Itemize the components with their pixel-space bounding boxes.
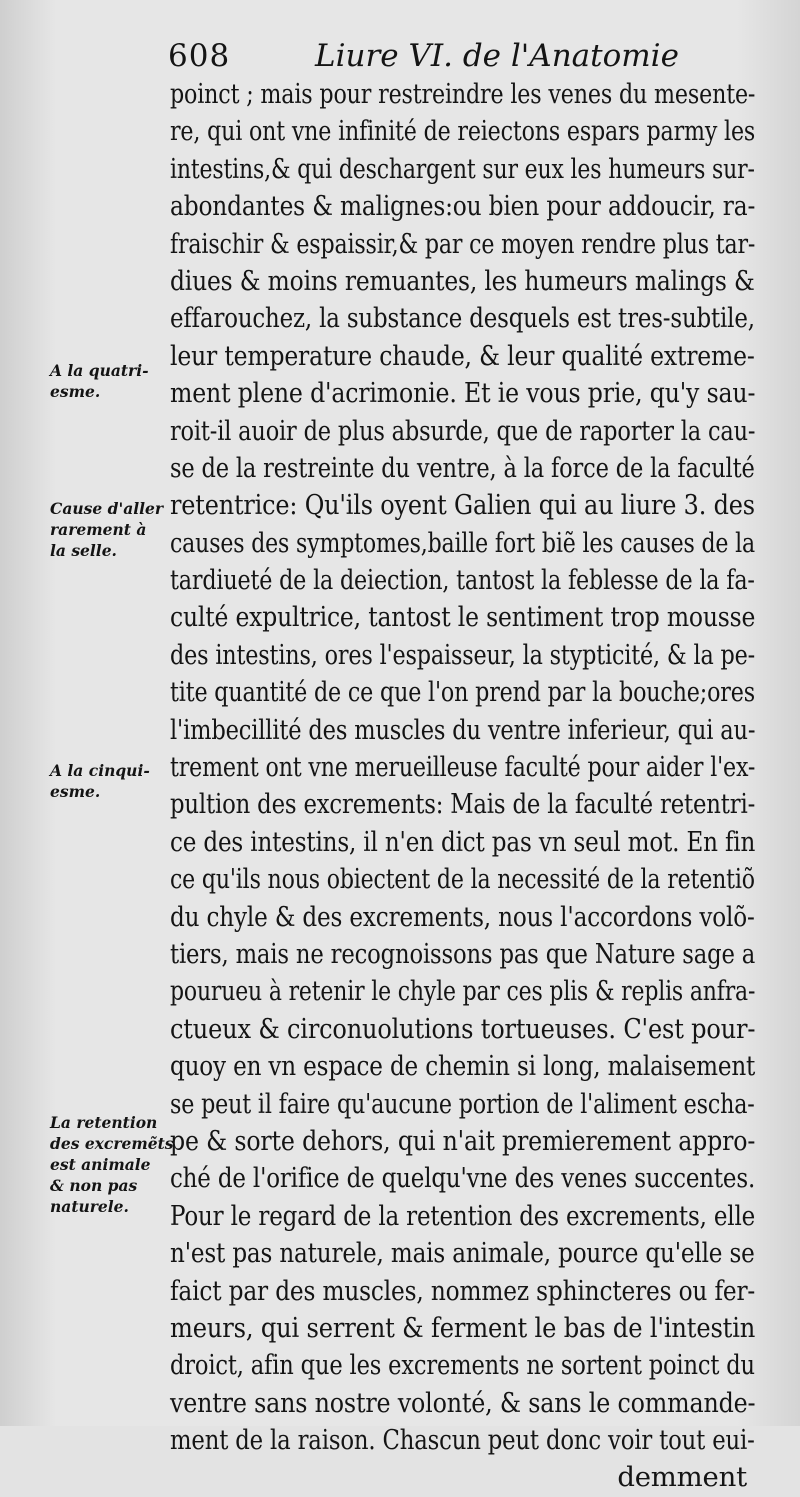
text-line: des intestins, ores l'espaisseur, la stypticité, & la pe- [170,638,755,671]
text-line: ment de la raison. Chascun peut donc voir tout eui- [170,1424,755,1457]
text-line: n'est pas naturele, mais animale, pource qu'elle se [170,1237,755,1270]
text-line: pourueu à retenir le chyle par ces plis & replis anfra- [170,975,756,1008]
text-line: trement ont vne merueilleuse faculté pour aider l'ex- [170,751,756,784]
text-line: ment plene d'acrimonie. Et ie vous prie, qu'y sau- [170,377,756,410]
text-line: effarouchez, la substance desquels est tres-subtile, [170,302,755,335]
margin-note-line: rarement à [50,520,147,539]
margin-note-line: naturele. [50,1197,129,1216]
text-line: tite quantité de ce que l'on prend par la bouche;ores [170,676,755,709]
running-title: Liure VI. de l'Anatomie [315,38,679,74]
text-line: culté expultrice, tantost le sentiment trop mousse [170,601,756,634]
text-line: se de la restreinte du ventre, à la force de la faculté [170,451,755,484]
text-line: droict, afin que les excrements ne sortent poinct du [170,1349,755,1382]
text-line: tardiueté de la deiection, tantost la feblesse de la fa- [170,564,755,597]
margin-note-line: des excremẽts [50,1134,174,1153]
text-line: re, qui ont vne infinité de reiectons espars parmy les [170,115,756,148]
margin-note-cinquiesme [50,760,150,802]
text-line: poinct ; mais pour restreindre les venes du mesente- [170,78,756,110]
page-number: 608 [168,38,231,74]
text-line: causes des symptomes,baille fort biẽ les causes de la [170,526,756,559]
margin-note-line: esme. [50,382,101,401]
text-line: l'imbecillité des muscles du ventre inferieur, qui au- [170,713,756,746]
text-line: diues & moins remuantes, les humeurs malings & [170,264,755,297]
text-line: quoy en vn espace de chemin si long, malaisement [170,1050,756,1083]
text-line: se peut il faire qu'aucune portion de l'aliment escha- [170,1087,755,1120]
margin-note-line: Cause d'aller [50,499,164,518]
body-text [170,76,755,1497]
margin-note-line: est animale [50,1155,151,1174]
text-line: abondantes & malignes:ou bien pour addoucir, ra- [170,190,756,223]
text-line: leur temperature chaude, & leur qualité extreme- [170,339,755,372]
text-line: ce des intestins, il n'en dict pas vn seul mot. En fin [170,825,756,858]
catchword: demment [617,1461,747,1494]
margin-note-cause [50,498,163,561]
text-line: Pour le regard de la retention des excrements, elle [170,1199,756,1232]
text-line: ctueux & circonuolutions tortueuses. C'est pour- [170,1012,756,1045]
margin-note-quatriesme [50,360,149,402]
margin-note-retention [50,1112,174,1217]
text-line: pe & sorte dehors, qui n'ait premierement appro- [170,1124,756,1157]
text-line: intestins,& qui deschargent sur eux les humeurs sur- [170,152,755,185]
text-line: tiers, mais ne recognoissons pas que Nature sage a [170,937,756,970]
margin-note-line: esme. [50,782,101,801]
text-line: pultion des excrements: Mais de la faculté retentri- [170,788,756,821]
text-line: du chyle & des excrements, nous l'accordons volõ- [170,900,755,933]
margin-note-line: & non pas [50,1176,138,1195]
margin-note-line: la selle. [50,541,117,560]
margin-note-line: La retention [50,1113,158,1132]
margin-note-line: A la quatri- [50,361,149,380]
text-line: fraischir & espaissir,& par ce moyen rendre plus tar- [170,227,756,260]
margin-note-line: A la cinqui- [50,761,150,780]
text-line: faict par des muscles, nommez sphincteres ou fer- [170,1274,756,1307]
text-line: ce qu'ils nous obiectent de la necessité de la retentiõ [170,863,755,896]
text-line: meurs, qui serrent & ferment le bas de l'intestin [170,1311,756,1344]
text-line: roit-il auoir de plus absurde, que de raporter la cau- [170,414,756,447]
text-line: ventre sans nostre volonté, & sans le commande- [170,1386,756,1419]
text-line: ché de l'orifice de quelqu'vne des venes succentes. [170,1162,756,1195]
text-line: retentrice: Qu'ils oyent Galien qui au liure 3. des [170,489,755,522]
